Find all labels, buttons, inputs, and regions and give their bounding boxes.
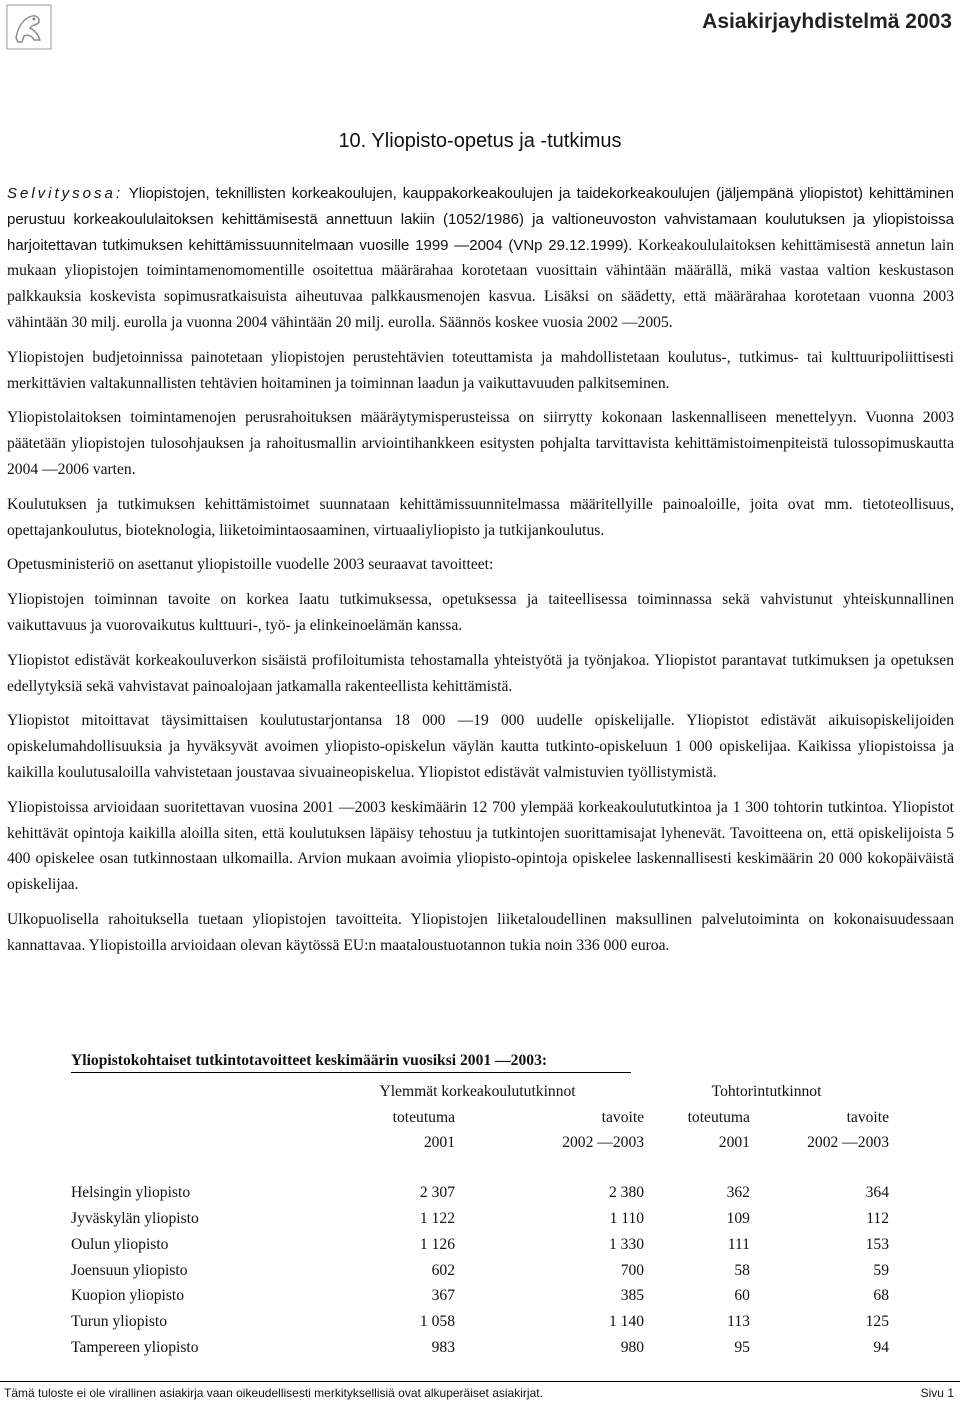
paragraph: Opetusministeriö on asettanut yliopistoille vuodelle 2003 seuraavat tavoitteet: bbox=[7, 556, 494, 574]
selvitysosa-label: Selvitysosa: bbox=[7, 185, 124, 202]
university-name: Kuopion yliopisto bbox=[71, 1287, 185, 1305]
body-text bbox=[7, 181, 954, 968]
table-cell: 1 140 bbox=[608, 1313, 645, 1331]
table-cell: 94 bbox=[873, 1339, 889, 1357]
col-year: 2002 —2003 bbox=[562, 1134, 645, 1152]
table-cell: 109 bbox=[726, 1210, 750, 1228]
table-cell: 153 bbox=[865, 1235, 889, 1253]
table-row bbox=[71, 1258, 889, 1284]
university-name: Jyväskylän yliopisto bbox=[71, 1210, 199, 1228]
paragraph: Yliopistoissa arvioidaan suoritettavan vuosina 2001 —2003 keskimäärin 12 700 ylempää korkeakoulututkintoa ja 1 300 tohtorin tutkintoa. Yliopistot kehittävät opintoja kaikilla aloilla siten, että koulutuksen läpäisy tehostuu ja tutkintojen suorittamisajat lyhenevät. Tavoitteena on, että opiskelijoista 5 400 opiskelee osan tutkinnostaan ulkomailla. Arvion mukaan avoimia yliopisto-opintoja opiskelee laskennallisesti keskimäärin 20 000 kokopäiväistä opiskelijaa. bbox=[7, 798, 954, 894]
table-cell: 1 330 bbox=[608, 1235, 645, 1253]
table-row bbox=[71, 1206, 889, 1232]
table-row bbox=[71, 1232, 889, 1258]
table-cell: 1 058 bbox=[419, 1313, 456, 1331]
table-cell: 1 126 bbox=[419, 1235, 456, 1253]
table-row bbox=[71, 1180, 889, 1206]
table-cell: 700 bbox=[620, 1261, 645, 1279]
table-cell: 125 bbox=[865, 1313, 889, 1331]
table-title: Yliopistokohtaiset tutkintotavoitteet keskimäärin vuosiksi 2001 —2003: bbox=[71, 1052, 631, 1073]
table-cell: 2 307 bbox=[419, 1184, 456, 1202]
table-cell: 980 bbox=[620, 1339, 645, 1357]
university-name: Joensuun yliopisto bbox=[71, 1261, 188, 1279]
col-sub: toteutuma bbox=[687, 1108, 750, 1126]
table-row bbox=[71, 1309, 889, 1335]
table-cell: 364 bbox=[865, 1184, 889, 1202]
paragraph: Yliopistolaitoksen toimintamenojen perusrahoituksen määräytymisperusteissa on siirrytty kokonaan laskennalliseen menettelyyn. Vuonna 2003 päätetään yliopistojen tulosohjauksen ja rahoitusmallin arviointihankkeen esitysten pohjalta tarvittavista kehittämistoimenpiteistä tulossopimuskautta 2004 —2006 varten. bbox=[7, 409, 954, 478]
university-name: Tampereen yliopisto bbox=[71, 1339, 199, 1357]
col-year: 2002 —2003 bbox=[807, 1134, 889, 1152]
col-sub: toteutuma bbox=[392, 1108, 456, 1126]
table-cell: 367 bbox=[431, 1287, 456, 1305]
table-cell: 111 bbox=[727, 1235, 750, 1253]
section-title: 10. Yliopisto-opetus ja -tutkimus bbox=[338, 130, 622, 152]
paragraph: Yliopistot edistävät korkeakouluverkon sisäistä profiloitumista tehostamalla yhteistyötä ja työnjakoa. Yliopistot parantavat tutkimuksen ja opetuksen edellytyksiä sekä vahvistavat painoalojaan jatkamalla rakenteellista kehittämistä. bbox=[7, 651, 954, 695]
col-year: 2001 bbox=[423, 1134, 456, 1152]
table-row bbox=[71, 1335, 889, 1361]
table-cell: 2 380 bbox=[608, 1184, 645, 1202]
university-name: Oulun yliopisto bbox=[71, 1235, 169, 1253]
university-name: Helsingin yliopisto bbox=[71, 1184, 191, 1202]
paragraph: Ulkopuolisella rahoituksella tuetaan yliopistojen tavoitteita. Yliopistojen liiketaloudellinen maksullinen palvelutoiminta on kokonaisuudessaan kannattavaa. Yliopistoilla arvioidaan olevan käytössä EU:n maataloustuotannon tukia noin 336 000 euroa. bbox=[7, 910, 954, 954]
col-sub: tavoite bbox=[846, 1108, 889, 1126]
intro-paragraph: Selvitysosa: Yliopistojen, teknillisten korkeakoulujen, kauppakorkeakoulujen ja taidekorkeakoulujen (jäljempänä yliopistot) kehittäminen perustuu korkeakoululaitoksen kehittämisestä annettuun lakiin (1052/1986) ja valtioneuvoston vahvistamaan koulutuksen ja yliopistoissa harjoitettavan tutkimuksen kehittämissuunnitelmaan vuosille 1999 —2004 (VNp 29.12.1999). Korkeakoululaitoksen kehittämisestä annetun lain mukaan yliopistojen toimintamenomomentille osoitettua määrärahaa korotetaan vuosittain vähintään määrällä, mikä vastaa valtion keskustason palkkauksia koskevista sopimusratkaisuista aiheutuvaa palkkausmenojen kasvua. Lisäksi on säädetty, että määrärahaa korotetaan vuonna 2003 vähintään 30 milj. eurolla ja vuonna 2004 vähintään 20 milj. eurolla. Säännös koskee vuosia 2002 —2005. bbox=[7, 185, 955, 331]
table-cell: 602 bbox=[431, 1261, 456, 1279]
footer-note: Tämä tuloste ei ole virallinen asiakirja vaan oikeudellisesti merkityksellisiä ovat alkuperäiset asiakirjat. bbox=[4, 1386, 543, 1400]
degree-targets-table bbox=[71, 1052, 891, 1361]
paragraph: Yliopistojen toiminnan tavoite on korkea laatu tutkimuksessa, opetuksessa ja taiteellisessa toiminnassa sekä vahvistunut yhteiskunnallinen vaikuttavuus ja vuorovaikutus kulttuuri-, työ- ja elinkeinoelämän kanssa. bbox=[7, 591, 954, 634]
group-header: Ylemmät korkeakoulututkinnot bbox=[379, 1082, 576, 1100]
paragraph: Yliopistot mitoittavat täysimittaisen koulutustarjontansa 18 000 —19 000 uudelle opiskelijalle. Yliopistot edistävät aikuisopiskelijoiden opiskelumahdollisuuksia ja hyväksyvät avoimen yliopisto-opiskelun väylän kautta tutkinto-opiskeluun 1 000 opiskelijaa. Kaikissa yliopistoissa ja kaikilla koulutusaloilla vahvistetaan joustavaa sivuaineopiskelua. Yliopistot edistävät valmistuvien työllistymistä. bbox=[7, 712, 954, 781]
footer-divider bbox=[0, 1381, 960, 1382]
table-cell: 385 bbox=[620, 1287, 645, 1305]
table-cell: 59 bbox=[873, 1261, 889, 1279]
group-header: Tohtorintutkinnot bbox=[711, 1082, 822, 1100]
university-name: Turun yliopisto bbox=[71, 1313, 168, 1331]
table-cell: 95 bbox=[734, 1339, 750, 1357]
table-cell: 1 110 bbox=[609, 1210, 645, 1228]
coat-of-arms-logo bbox=[6, 4, 52, 50]
paragraph: Yliopistojen budjetoinnissa painotetaan yliopistojen perustehtävien toteuttamista ja mahdollistetaan koulutus-, tutkimus- tai kulttuuripoliittisesti merkittävien valtakunnallisten tehtävien hoitaminen ja toiminnan laadun ja vaikuttavuuden palkitseminen. bbox=[7, 348, 954, 392]
col-sub: tavoite bbox=[601, 1108, 645, 1126]
table-row bbox=[71, 1284, 889, 1310]
table-cell: 60 bbox=[734, 1287, 750, 1305]
document-title: Asiakirjayhdistelmä 2003 bbox=[702, 10, 952, 33]
table-cell: 1 122 bbox=[419, 1210, 456, 1228]
table-cell: 68 bbox=[873, 1287, 889, 1305]
table-cell: 983 bbox=[431, 1339, 456, 1357]
table-cell: 362 bbox=[726, 1184, 750, 1202]
table-cell: 58 bbox=[734, 1261, 750, 1279]
paragraph: Koulutuksen ja tutkimuksen kehittämistoimet suunnataan kehittämissuunnitelmassa määritellyille painoaloille, joita ovat mm. tietoteollisuus, opettajankoulutus, bioteknologia, liiketoimintaosaaminen, virtuaaliyliopisto ja tutkijankoulutus. bbox=[7, 495, 954, 539]
table-cell: 113 bbox=[727, 1313, 750, 1331]
footer bbox=[4, 1386, 954, 1400]
table-cell: 112 bbox=[866, 1210, 889, 1228]
col-year: 2001 bbox=[718, 1134, 750, 1152]
page-number: Sivu 1 bbox=[920, 1386, 954, 1400]
